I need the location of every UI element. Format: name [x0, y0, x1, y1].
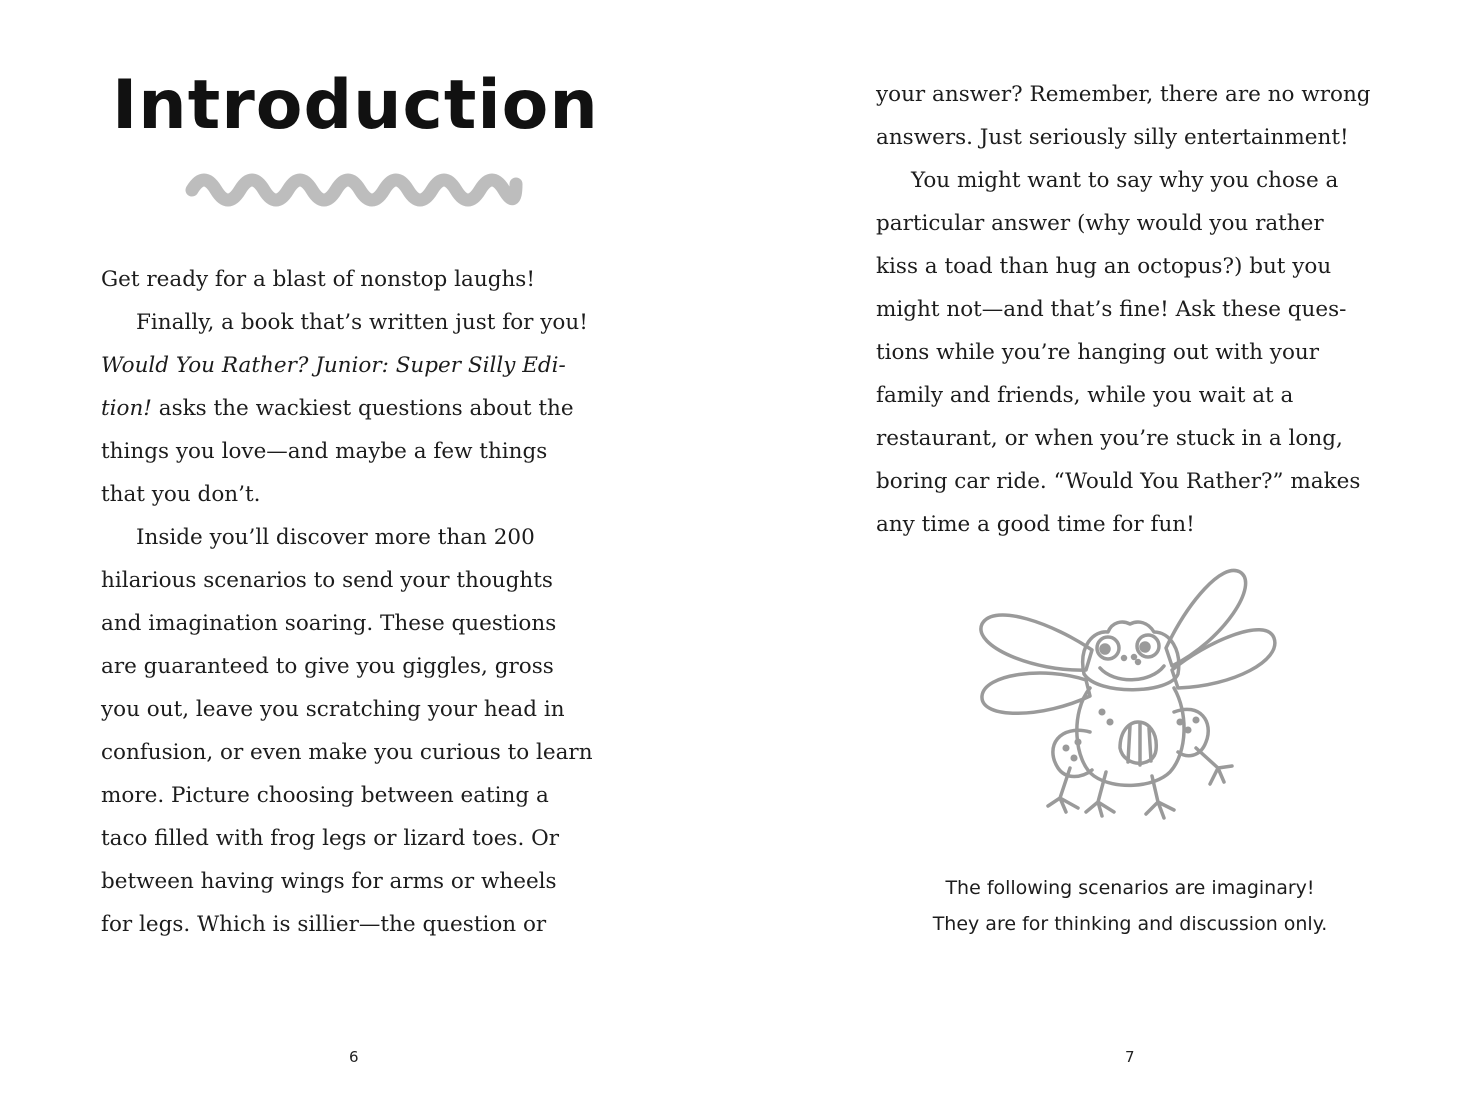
text-line: things you love—and maybe a few things	[101, 439, 548, 464]
text-line: for legs. Which is sillier—the question or	[101, 912, 547, 937]
text-line: restaurant, or when you’re stuck in a long,	[876, 426, 1343, 451]
text-line	[101, 344, 621, 387]
text-line: hilarious scenarios to send your thoughts	[101, 568, 553, 593]
text-line	[101, 387, 621, 430]
text-line: more. Picture choosing between eating a	[101, 783, 549, 808]
text-line: taco filled with frog legs or lizard toes. Or	[101, 826, 560, 851]
text-line: your answer? Remember, there are no wrong	[876, 82, 1371, 107]
text-line: particular answer (why would you rather	[876, 211, 1324, 236]
text-line: between having wings for arms or wheels	[101, 869, 557, 894]
disclaimer-line: The following scenarios are imaginary!	[945, 877, 1315, 899]
text-line: might not—and that’s fine! Ask these ques-	[876, 297, 1347, 322]
text-line: Get ready for a blast of nonstop laughs!	[101, 267, 535, 292]
squiggle-divider-icon	[182, 166, 524, 212]
chapter-title: Introduction	[112, 66, 599, 145]
page-number-left: 6	[349, 1048, 359, 1066]
left-body-text	[101, 258, 621, 946]
text-line: boring car ride. “Would You Rather?” makes	[876, 469, 1361, 494]
right-body-text	[876, 73, 1396, 546]
text-line: are guaranteed to give you giggles, gross	[101, 654, 554, 679]
text-line: confusion, or even make you curious to learn	[101, 740, 593, 765]
disclaimer-note	[830, 870, 1430, 942]
book-title-part-1: Would You Rather? Junior: Super Silly Edi-	[101, 353, 566, 378]
text-line: and imagination soaring. These questions	[101, 611, 557, 636]
text-fragment: asks the wackiest questions about the	[158, 396, 574, 421]
text-line: kiss a toad than hug an octopus?) but you	[876, 254, 1332, 279]
text-line: family and friends, while you wait at a	[876, 383, 1294, 408]
text-line: answers. Just seriously silly entertainment!	[876, 125, 1349, 150]
winged-frog-icon	[974, 562, 1284, 832]
page-number-right: 7	[1125, 1048, 1135, 1066]
text-line: tions while you’re hanging out with your	[876, 340, 1320, 365]
text-line: Finally, a book that’s written just for you!	[136, 310, 588, 335]
text-line: any time a good time for fun!	[876, 512, 1195, 537]
text-line: You might want to say why you chose a	[911, 168, 1339, 193]
text-line: you out, leave you scratching your head in	[101, 697, 565, 722]
text-line: Inside you’ll discover more than 200	[136, 525, 535, 550]
left-page	[0, 0, 740, 1110]
book-title-part-2: tion!	[101, 396, 152, 421]
disclaimer-line: They are for thinking and discussion only.	[932, 913, 1328, 935]
text-line: that you don’t.	[101, 482, 261, 507]
right-page	[740, 0, 1481, 1110]
